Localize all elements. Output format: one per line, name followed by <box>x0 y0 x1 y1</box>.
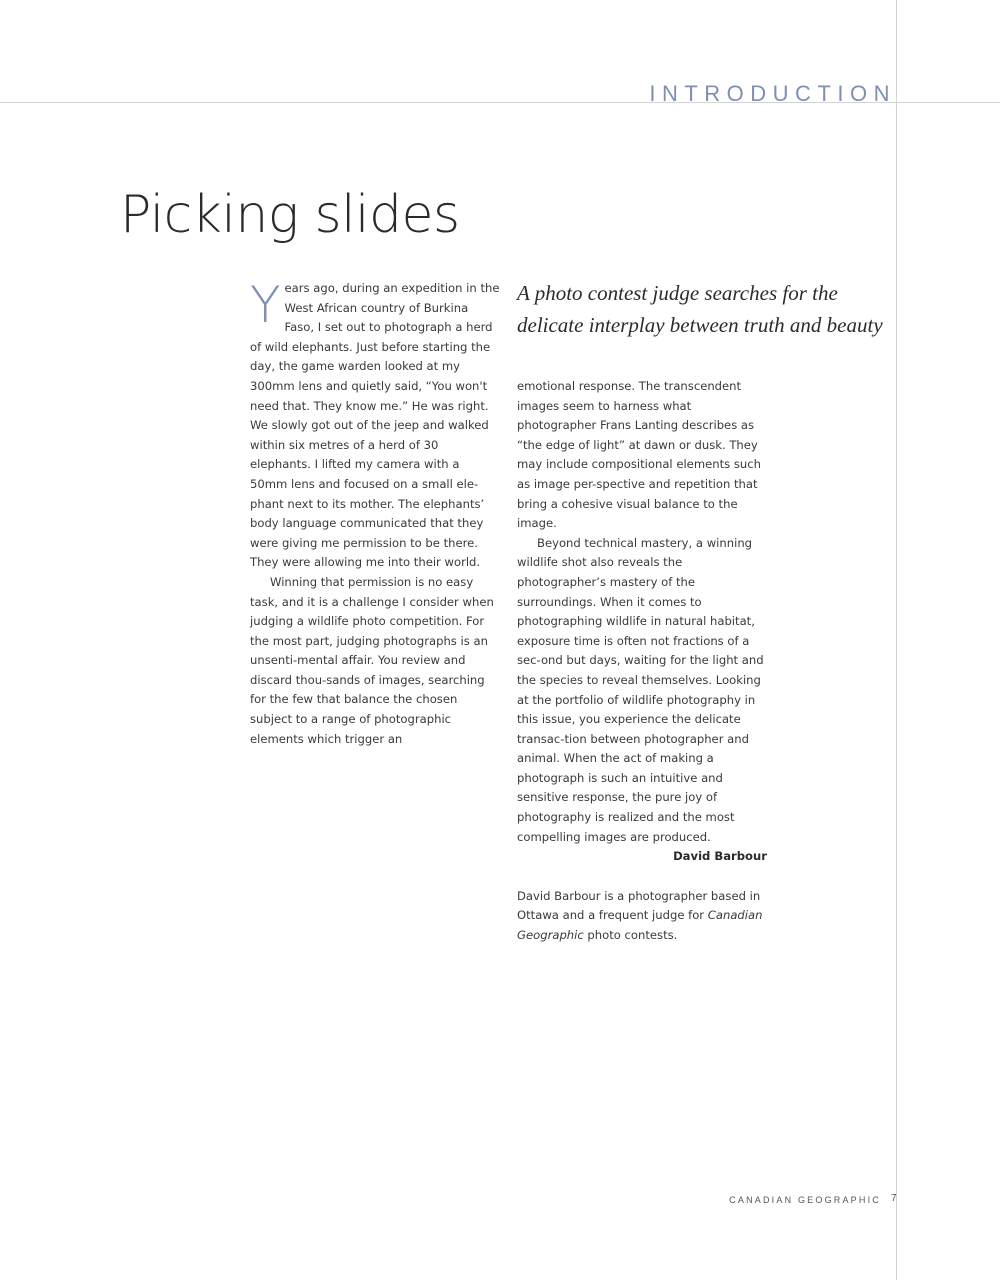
author-signature: David Barbour <box>673 849 767 864</box>
vertical-rule <box>896 0 897 1280</box>
page-number: 7 <box>891 1193 897 1204</box>
article-deck: A photo contest judge searches for the delicate interplay between truth and beauty <box>517 281 883 337</box>
footer-publication: CANADIAN GEOGRAPHIC <box>729 1195 881 1205</box>
bio-publication: Canadian Geographic <box>517 908 763 943</box>
right-paragraph-2: Beyond technical mastery, a winning wildlife shot also reveals the photographer’s mastery of the surroundings. When it comes to photographing wildlife in natural habitat, exposure time is often not fractions of a sec-ond but days, waiting for the light and the species to reveal themselves. Looking at the portfolio of wildlife photography in this issue, you experience the delicate transac-tion between photographer and animal. When the act of making a photograph is such an intuitive and sensitive response, the pure joy of photography is realized and the most compelling images are produced. <box>517 535 764 844</box>
right-column <box>517 377 767 946</box>
article-title: Picking slides <box>120 185 460 245</box>
drop-cap: Y <box>250 276 281 334</box>
author-bio <box>517 887 767 946</box>
left-paragraph-1-text: ears ago, during an expedition in the West African country of Burkina Faso, I set out to photograph a herd of wild elephants. Just before starting the day, the game warden looked at my 300mm lens and quietly said, “You won't need that. They know me.” He was right. We slowly got out of the jeep and walked within six metres of a herd of 30 elephants. I lifted my camera with a 50mm lens and focused on a small ele-phant next to its mother. The elephants’ body language communicated that they were giving me permission to be there. They were allowing me into their world. <box>250 281 500 570</box>
left-paragraph-1 <box>250 276 500 573</box>
bio-text-before: David Barbour is a photographer based in Ottawa and a frequent judge for <box>517 888 761 923</box>
left-paragraph-2: Winning that permission is no easy task, and it is a challenge I consider when judging a wildlife photo competition. For the most part, judging photographs is an unsenti-mental affair. You review and discard thou-sands of images, searching for the few that balance the chosen subject to a range of photographic elements which trigger an <box>250 574 494 746</box>
section-label: INTRODUCTION <box>649 81 896 106</box>
bio-text-after: photo contests. <box>583 928 678 943</box>
right-paragraph-1: emotional response. The transcendent images seem to harness what photographer Frans Lanting describes as “the edge of light” at dawn or dusk. They may include compositional elements such as image per-spective and repetition that bring a cohesive visual balance to the image. <box>517 379 761 531</box>
left-column <box>250 276 500 749</box>
